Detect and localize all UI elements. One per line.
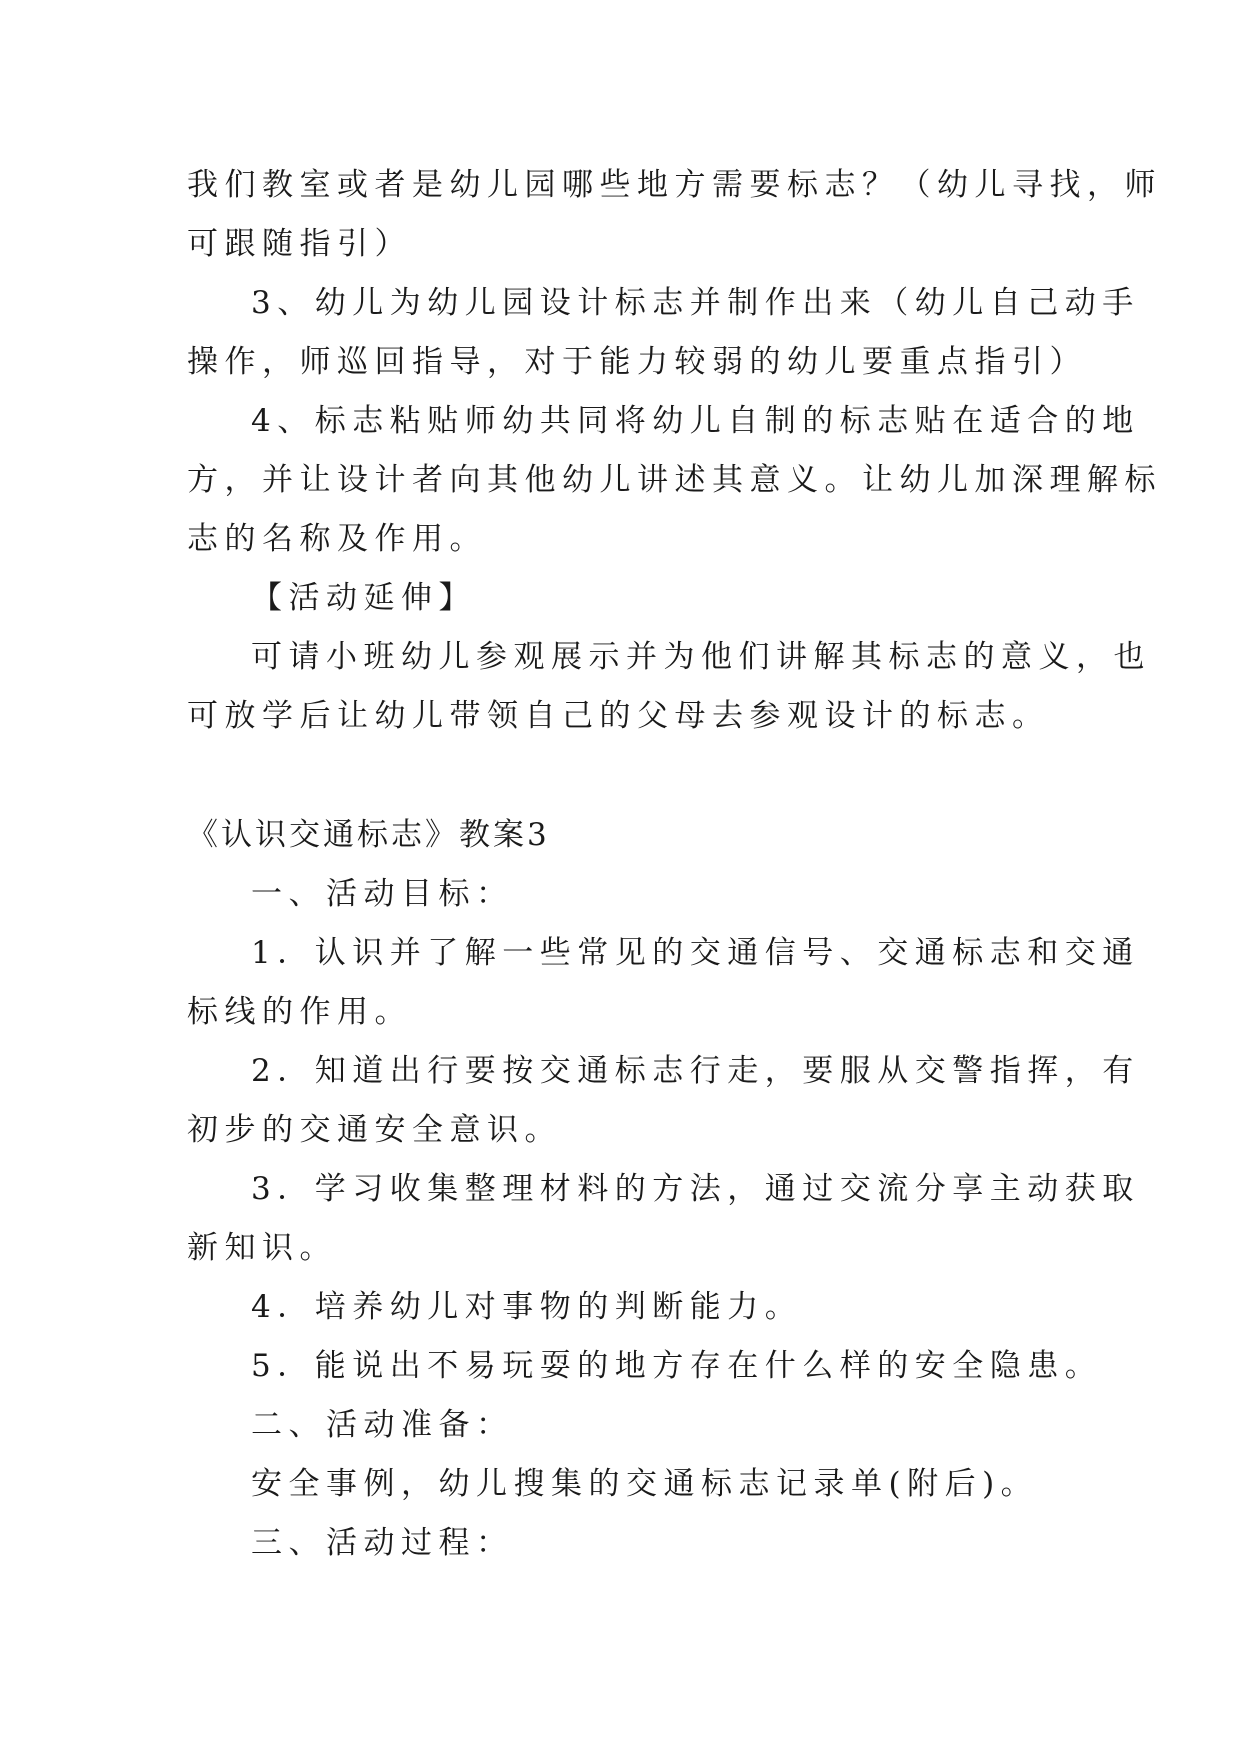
- body-text-line: 志的名称及作用。: [187, 521, 487, 557]
- body-text-line: 5．能说出不易玩耍的地方存在什么样的安全隐患。: [251, 1348, 1103, 1384]
- body-text-line: 可跟随指引）: [187, 226, 412, 262]
- body-text-line: 我们教室或者是幼儿园哪些地方需要标志？（幼儿寻找，师: [187, 167, 1162, 203]
- lesson-title: 《认识交通标志》教案3: [187, 817, 550, 853]
- body-text-line: 方，并让设计者向其他幼儿讲述其意义。让幼儿加深理解标: [187, 462, 1162, 498]
- body-text-line: 操作，师巡回指导，对于能力较弱的幼儿要重点指引）: [187, 344, 1087, 380]
- body-text-line: 3、幼儿为幼儿园设计标志并制作出来（幼儿自己动手: [251, 285, 1140, 321]
- body-text-line: 新知识。: [187, 1230, 337, 1266]
- body-text-line: 标线的作用。: [187, 994, 412, 1030]
- section-heading: 【活动延伸】: [251, 580, 476, 616]
- body-text-line: 4、标志粘贴师幼共同将幼儿自制的标志贴在适合的地: [251, 403, 1140, 439]
- body-text-line: 1．认识并了解一些常见的交通信号、交通标志和交通: [251, 935, 1140, 971]
- body-text-line: 可放学后让幼儿带领自己的父母去参观设计的标志。: [187, 698, 1050, 734]
- section-heading: 一、活动目标：: [251, 876, 514, 912]
- body-text-line: 可请小班幼儿参观展示并为他们讲解其标志的意义，也: [251, 639, 1151, 675]
- body-text-line: 安全事例，幼儿搜集的交通标志记录单(附后)。: [251, 1466, 1039, 1502]
- body-text-line: 初步的交通安全意识。: [187, 1112, 562, 1148]
- section-heading: 二、活动准备：: [251, 1407, 514, 1443]
- body-text-line: 3．学习收集整理材料的方法，通过交流分享主动获取: [251, 1171, 1140, 1207]
- body-text-line: 2．知道出行要按交通标志行走，要服从交警指挥，有: [251, 1053, 1140, 1089]
- body-text-line: 4．培养幼儿对事物的判断能力。: [251, 1289, 803, 1325]
- section-heading: 三、活动过程：: [251, 1525, 514, 1561]
